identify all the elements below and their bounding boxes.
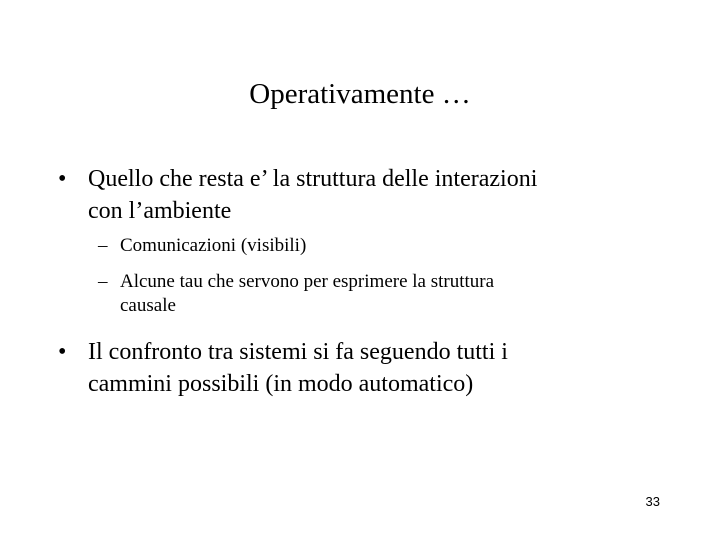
slide-title: Operativamente … <box>249 78 471 110</box>
bullet-line: cammini possibili (in modo automatico) <box>88 371 474 397</box>
sub-bullet-item <box>98 270 618 318</box>
bullet-marker: • <box>58 339 67 365</box>
sub-bullet-line: causale <box>120 295 176 316</box>
bullet-item <box>58 163 658 227</box>
sub-bullet-text <box>120 270 494 318</box>
bullet-text <box>88 336 508 400</box>
sub-bullet-line: Comunicazioni (visibili) <box>120 235 307 256</box>
bullet-item <box>58 336 658 400</box>
dash-marker: – <box>98 271 108 292</box>
bullet-line: Il confronto tra sistemi si fa seguendo tutti i <box>88 339 508 365</box>
sub-bullet-line: Alcune tau che servono per esprimere la struttura <box>120 271 495 292</box>
dash-marker: – <box>98 235 108 256</box>
bullet-line: Quello che resta e’ la struttura delle interazioni <box>88 166 538 192</box>
bullet-marker: • <box>58 166 67 192</box>
page-number: 33 <box>645 494 660 509</box>
bullet-line: con l’ambiente <box>88 198 232 224</box>
sub-bullet-item <box>98 234 618 258</box>
bullet-text <box>88 163 537 227</box>
sub-bullet-text <box>120 234 306 258</box>
